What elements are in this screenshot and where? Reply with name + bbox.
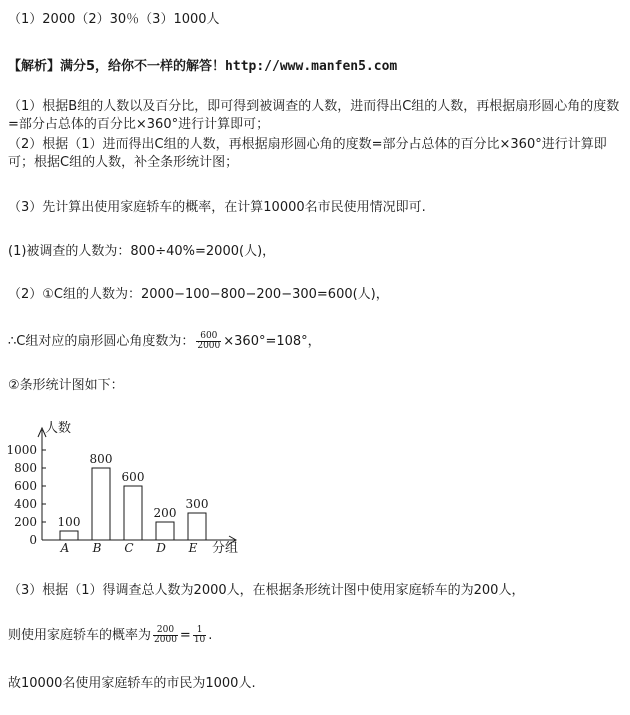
bar-a bbox=[60, 531, 78, 540]
hint-3: （3）先计算出使用家庭轿车的概率，在计算10000名市民使用情况即可. bbox=[8, 200, 426, 215]
fraction-denominator: 10 bbox=[193, 635, 206, 645]
chart-layer bbox=[6, 420, 238, 556]
fraction-denominator: 2000 bbox=[154, 635, 177, 645]
hint-2: （2）根据（1）进而得出C组的人数，再根据扇形圆心角的度数=部分占总体的百分比×360°进行计算即可；根据C组的人数，补全条形统计图； bbox=[8, 137, 607, 170]
category-label: B bbox=[92, 541, 102, 555]
y-tick-label: 1000 bbox=[6, 443, 37, 457]
fraction-denominator: 2000 bbox=[197, 341, 221, 351]
category-label: D bbox=[156, 541, 166, 555]
fraction-numerator: 200 bbox=[153, 626, 178, 636]
category-label: A bbox=[60, 541, 70, 555]
solution-step-2: （2）①C组的人数为：2000−100−800−200−300=600(人)， bbox=[8, 287, 389, 302]
y-tick-label: 400 bbox=[14, 497, 37, 511]
solution-step-4: ②条形统计图如下： bbox=[8, 378, 124, 393]
y-tick-label: 0 bbox=[29, 533, 37, 547]
category-label: E bbox=[188, 541, 198, 555]
y-tick-label: 800 bbox=[14, 461, 37, 475]
bar-value-label: 600 bbox=[121, 470, 145, 484]
fraction-numerator: 1 bbox=[193, 626, 206, 636]
y-tick-label: 200 bbox=[14, 515, 37, 529]
x-axis-label: 分组 bbox=[212, 541, 239, 556]
step-6-suffix: . bbox=[208, 628, 213, 643]
bar-value-label: 300 bbox=[185, 497, 209, 511]
step-3-suffix: ×360°=108°， bbox=[223, 334, 321, 349]
answer-line: （1）2000（2）30％（3）1000人 bbox=[8, 12, 220, 27]
fraction-600-2000 bbox=[196, 332, 221, 351]
bar-e bbox=[188, 513, 206, 540]
bar-value-label: 200 bbox=[153, 506, 177, 520]
y-tick-label: 600 bbox=[14, 479, 37, 493]
hint-1: （1）根据B组的人数以及百分比，即可得到被调查的人数，进而得出C组的人数，再根据扇形圆心角的度数=部分占总体的百分比×360°进行计算即可； bbox=[8, 99, 620, 132]
category-label: C bbox=[124, 541, 134, 555]
step-3-prefix: ∴C组对应的扇形圆心角度数为： bbox=[8, 334, 195, 349]
analysis-url: http://www.manfen5.com bbox=[225, 59, 398, 74]
analysis-head-text: 【解析】满分5，给你不一样的解答！ bbox=[8, 59, 226, 74]
bar-d bbox=[156, 522, 174, 540]
solution-step-7: 故10000名使用家庭轿车的市民为1000人. bbox=[8, 676, 256, 691]
solution-step-5: （3）根据（1）得调查总人数为2000人，在根据条形统计图中使用家庭轿车的为200人， bbox=[8, 583, 525, 598]
bar-value-label: 800 bbox=[89, 452, 113, 466]
solution-step-1: (1)被调查的人数为：800÷40%=2000(人)， bbox=[8, 244, 276, 259]
step-6-prefix: 则使用家庭轿车的概率为 bbox=[8, 628, 152, 643]
solution-step-6 bbox=[8, 626, 212, 645]
bar-b bbox=[92, 468, 110, 540]
fraction-1-10 bbox=[193, 626, 206, 645]
bar-chart bbox=[0, 418, 260, 568]
fraction-200-2000 bbox=[153, 626, 178, 645]
bar-c bbox=[124, 486, 142, 540]
equals-sign: = bbox=[179, 628, 191, 643]
y-axis-label: 人数 bbox=[45, 421, 72, 436]
fraction-numerator: 600 bbox=[196, 332, 221, 342]
analysis-heading bbox=[8, 58, 397, 76]
solution-step-3 bbox=[8, 332, 321, 351]
bar-value-label: 100 bbox=[57, 515, 81, 529]
